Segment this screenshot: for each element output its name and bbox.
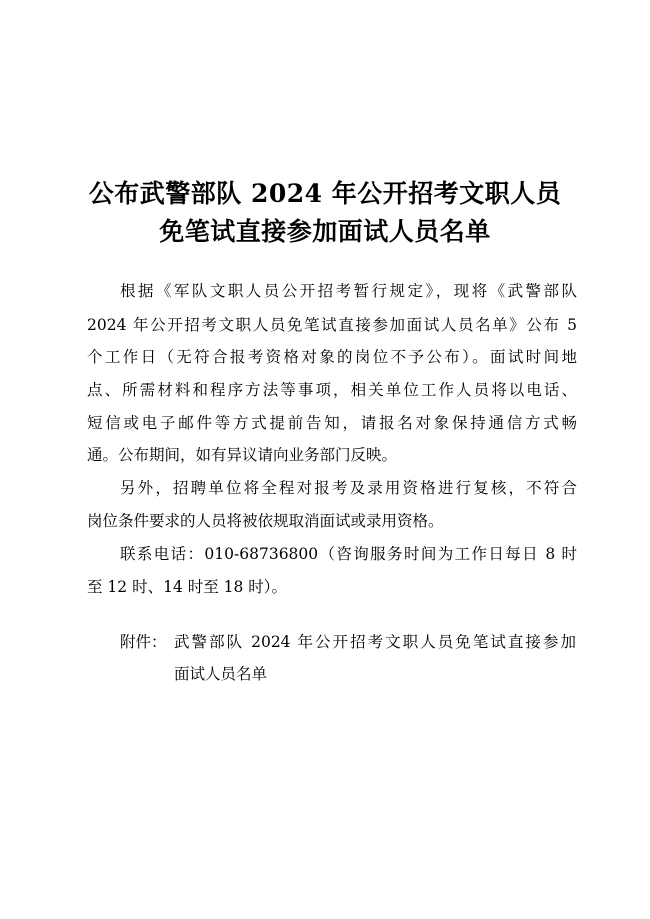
paragraph-1-line-5: 短信或电子邮件等方式提前告知，请报名对象保持通信方式畅 <box>87 414 577 432</box>
attachment-title-line-2: 面试人员名单 <box>174 665 268 683</box>
attachment-label: 附件： <box>120 633 167 651</box>
paragraph-1-line-1: 根据《军队文职人员公开招考暂行规定》，现将《武警部队 <box>120 282 577 300</box>
paragraph-1-line-6: 通。公布期间，如有异议请向业务部门反映。 <box>87 446 398 464</box>
contact-phone-line-2: 至 12 时、14 时至 18 时）。 <box>87 578 288 596</box>
document-title-line-2: 免笔试直接参加面试人员名单 <box>159 217 491 246</box>
paragraph-1-line-4: 点、所需材料和程序方法等事项，相关单位工作人员将以电话、 <box>87 381 577 399</box>
attachment-title-line-1: 武警部队 2024 年公开招考文职人员免笔试直接参加 <box>174 633 576 651</box>
contact-phone-line-1: 联系电话：010-68736800（咨询服务时间为工作日每日 8 时 <box>120 545 577 563</box>
document-title-line-1: 公布武警部队 2024 年公开招考文职人员 <box>88 179 562 208</box>
paragraph-2-line-2: 岗位条件要求的人员将被依规取消面试或录用资格。 <box>87 512 444 530</box>
paragraph-1-line-2: 2024 年公开招考文职人员免笔试直接参加面试人员名单》公布 5 <box>87 316 577 334</box>
paragraph-2-line-1: 另外，招聘单位将全程对报考及录用资格进行复核，不符合 <box>120 479 577 497</box>
paragraph-1-line-3: 个工作日（无符合报考资格对象的岗位不予公布）。面试时间地 <box>87 348 577 366</box>
